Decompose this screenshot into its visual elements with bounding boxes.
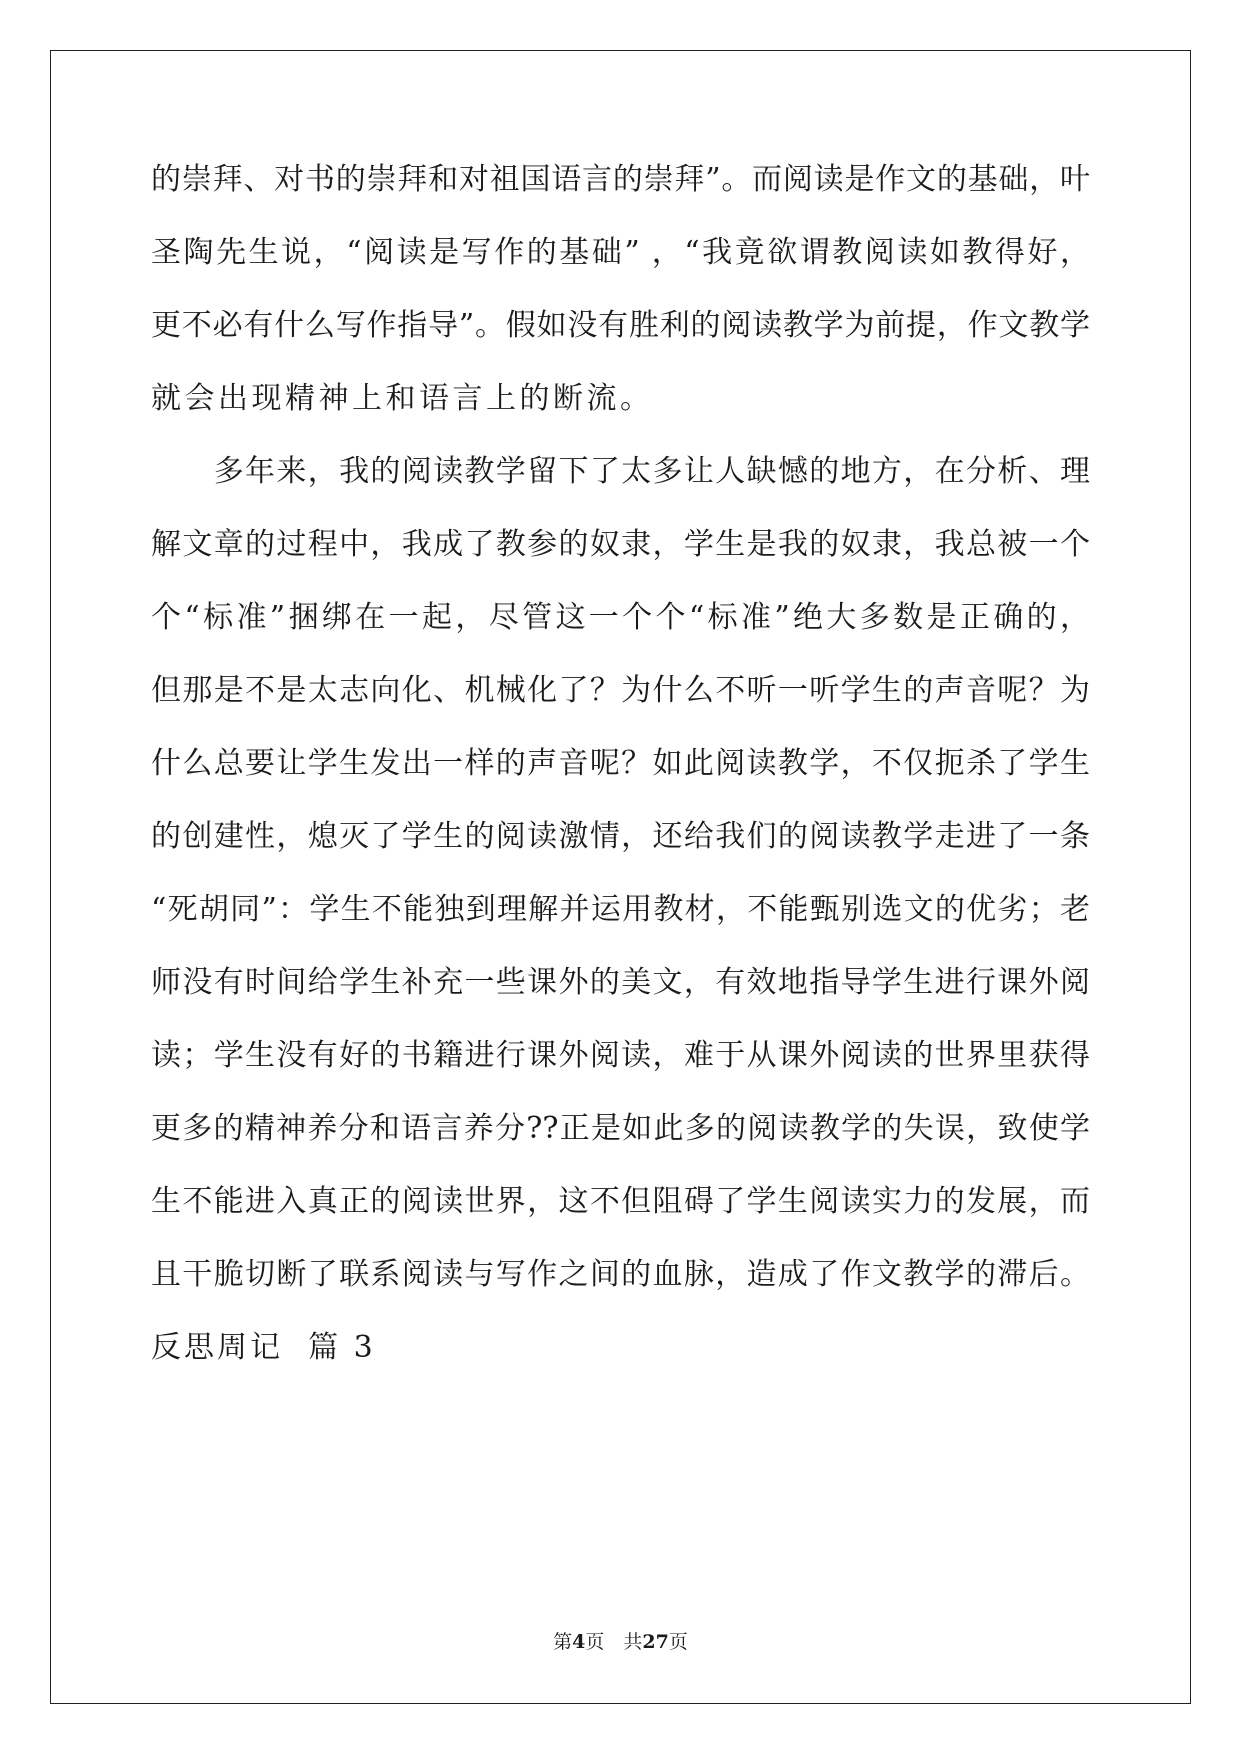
text-line: 但那是不是太志向化、机械化了？为什么不听一听学生的声音呢？为 [151, 673, 1090, 708]
footer-suffix: 页 [668, 1631, 688, 1653]
text-line: 圣陶先生说，“阅读是写作的基础” ，“我竟欲谓教阅读如教得好， [151, 235, 1090, 270]
text-line: 更多的精神养分和语言养分??正是如此多的阅读教学的失误，致使学 [151, 1111, 1090, 1146]
text-line: 什么总要让学生发出一样的声音呢？如此阅读教学，不仅扼杀了学生 [151, 746, 1090, 781]
page-border [50, 50, 1191, 1704]
section-heading: 反思周记 篇 3 [151, 1330, 376, 1365]
text-line: 且干脆切断了联系阅读与写作之间的血脉，造成了作文教学的滞后。 [151, 1257, 1090, 1292]
text-line: 就会出现精神上和语言上的断流。 [151, 381, 654, 416]
text-line: 读；学生没有好的书籍进行课外阅读，难于从课外阅读的世界里获得 [151, 1038, 1090, 1073]
text-line: 更不必有什么写作指导”。假如没有胜利的阅读教学为前提，作文教学 [151, 308, 1090, 343]
text-line: 个“标准”捆绑在一起，尽管这一个个“标准”绝大多数是正确的， [151, 600, 1090, 635]
current-page-number: 4 [572, 1631, 586, 1653]
text-line: 生不能进入真正的阅读世界，这不但阻碍了学生阅读实力的发展，而 [151, 1184, 1090, 1219]
text-line: 师没有时间给学生补充一些课外的美文，有效地指导学生进行课外阅 [151, 965, 1090, 1000]
footer-prefix: 第 [553, 1631, 573, 1653]
text-line: 的崇拜、对书的崇拜和对祖国语言的崇拜”。而阅读是作文的基础，叶 [151, 162, 1090, 197]
total-page-count: 27 [642, 1631, 669, 1653]
text-line: 解文章的过程中，我成了教参的奴隶，学生是我的奴隶，我总被一个 [151, 527, 1090, 562]
text-line: “死胡同”：学生不能独到理解并运用教材，不能甄别选文的优劣；老 [151, 892, 1090, 927]
text-line: 多年来，我的阅读教学留下了太多让人缺憾的地方，在分析、理 [151, 454, 1090, 489]
text-line: 的创建性，熄灭了学生的阅读激情，还给我们的阅读教学走进了一条 [151, 819, 1090, 854]
footer-mid: 页 共 [585, 1631, 643, 1653]
page-footer [0, 1630, 1241, 1654]
